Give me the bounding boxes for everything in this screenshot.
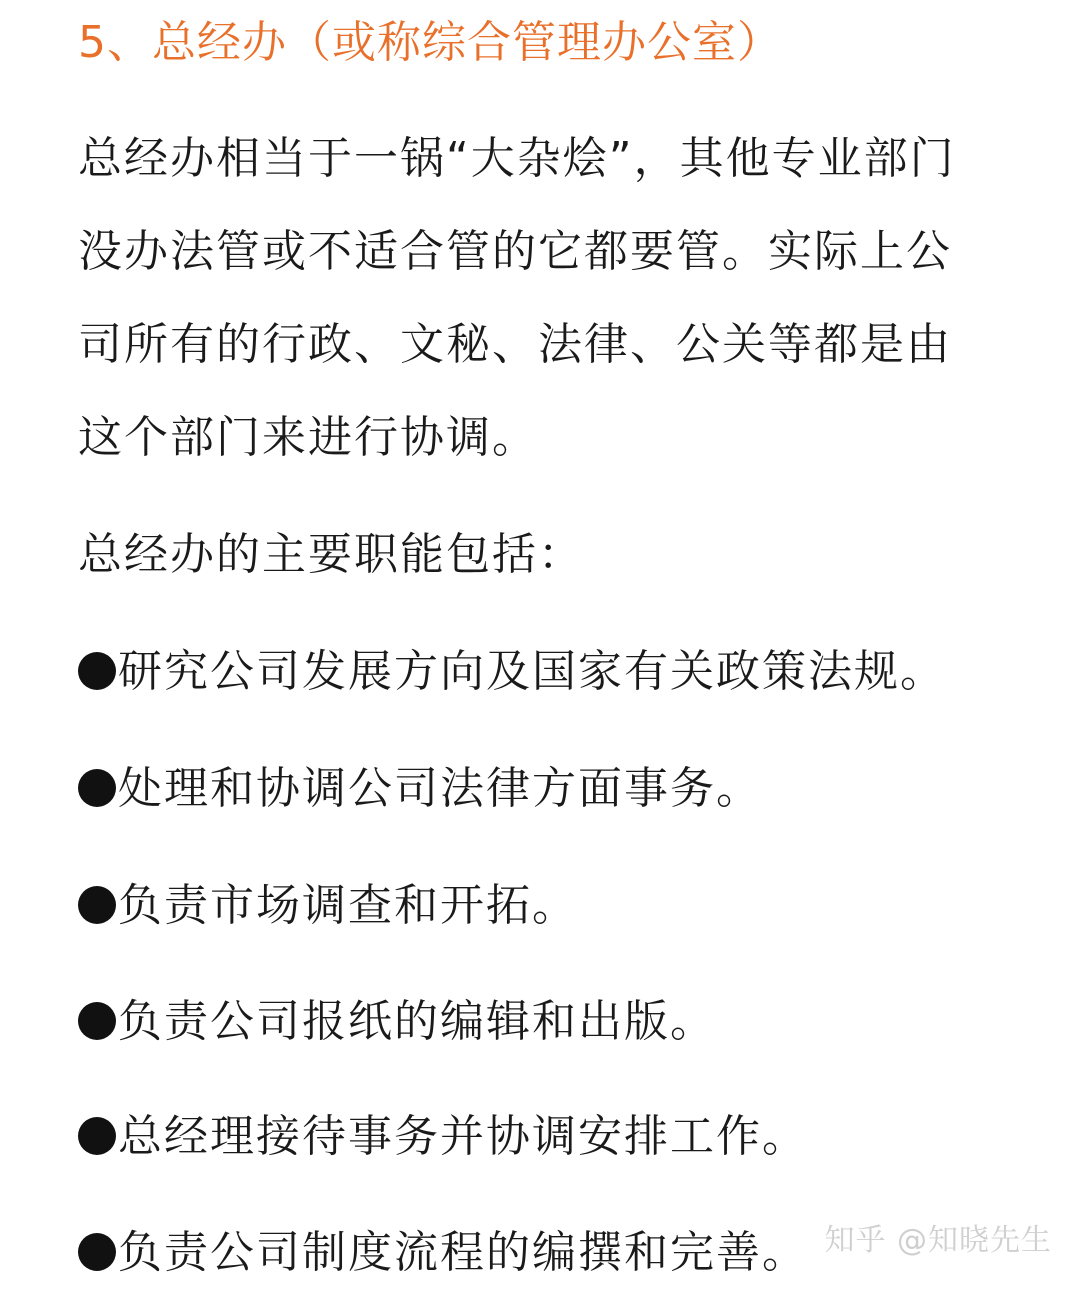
list-item-text: 总经理接待事务并协调安排工作。 <box>118 1111 808 1162</box>
bullet-dot-icon <box>78 1117 116 1155</box>
bullet-dot-icon <box>78 886 116 924</box>
intro-line: 司所有的行政、文秘、法律、公关等都是由 <box>78 319 952 370</box>
list-item-text: 负责公司制度流程的编撰和完善。 <box>118 1227 808 1278</box>
list-item-text: 研究公司发展方向及国家有关政策法规。 <box>118 646 946 697</box>
list-item-text: 处理和协调公司法律方面事务。 <box>118 763 762 814</box>
list-item-text: 负责公司报纸的编辑和出版。 <box>118 996 716 1047</box>
list-item <box>78 1108 808 1166</box>
list-item-text: 负责市场调查和开拓。 <box>118 880 578 931</box>
bullet-dot-icon <box>78 1233 116 1271</box>
list-item <box>78 760 762 818</box>
intro-line: 总经办相当于一锅“大杂烩”，其他专业部门 <box>78 133 956 184</box>
list-item <box>78 1224 808 1282</box>
bullet-dot-icon <box>78 1002 116 1040</box>
intro-line: 没办法管或不适合管的它都要管。实际上公 <box>78 226 952 277</box>
zhihu-watermark: 知乎 @知晓先生 <box>824 1223 1052 1258</box>
section-heading: 5、总经办（或称综合管理办公室） <box>78 17 782 68</box>
bullet-dot-icon <box>78 769 116 807</box>
list-item <box>78 643 946 701</box>
intro-paragraph <box>78 112 978 484</box>
functions-title: 总经办的主要职能包括： <box>78 529 584 580</box>
intro-line: 这个部门来进行协调。 <box>78 412 538 463</box>
list-item <box>78 877 578 935</box>
list-item <box>78 993 716 1051</box>
bullet-dot-icon <box>78 652 116 690</box>
